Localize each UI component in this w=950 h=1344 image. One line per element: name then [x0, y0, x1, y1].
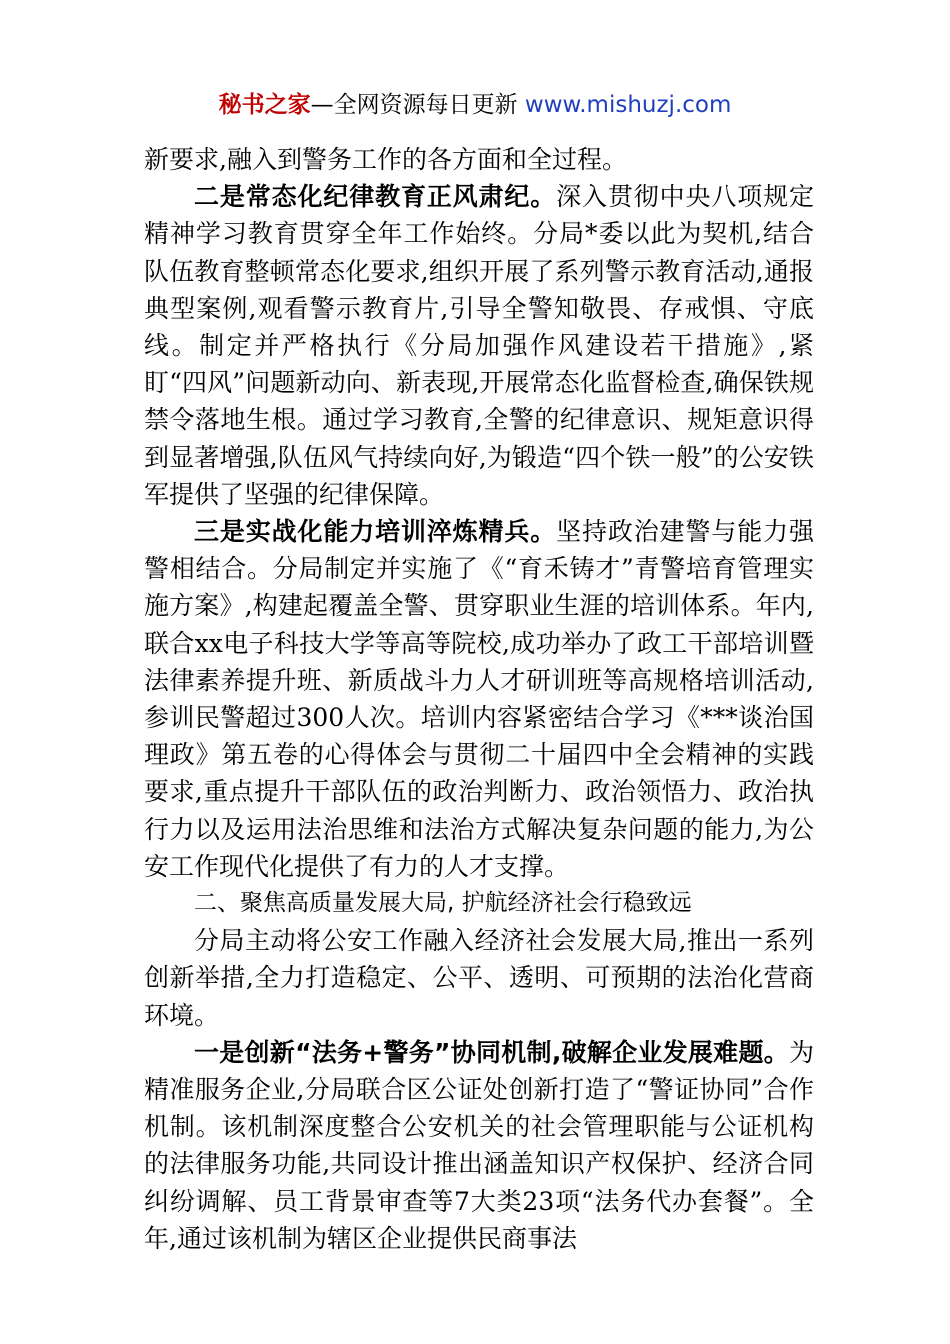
paragraph-lead: 一是创新“法务+警务”协同机制,破解企业发展难题。: [194, 1037, 789, 1067]
paragraph-text: 深入贯彻中央八项规定精神学习教育贯穿全年工作始终。分局*委以此为契机,结合队伍教育整顿常态化要求,组织开展了系列警示教育活动,通报典型案例,观看警示教育片,引导全警知敬畏、存戒惧、守底线。制定并严格执行《分局加强作风建设若干措施》,紧盯“四风”问题新动向、新表现,开展常态化监督检查,确保铁规禁令落地生根。通过学习教育,全警的纪律意识、规矩意识得到显著增强,队伍风气持续向好,为锻造“四个铁一般”的公安铁军提供了坚强的纪律保障。: [144, 182, 814, 509]
brand-name: 秘书之家: [218, 92, 311, 118]
paragraph-text: 二、聚焦高质量发展大局, 护航经济社会行稳致远: [194, 890, 692, 917]
paragraph-text: 新要求,融入到警务工作的各方面和全过程。: [144, 145, 627, 174]
paragraph-lead: 三是实战化能力培训淬炼精兵。: [194, 517, 557, 547]
body-paragraph: [144, 141, 814, 178]
paragraph-text: 分局主动将公安工作融入经济社会发展大局,推出一系列创新举措,全力打造稳定、公平、透明、可预期的法治化营商环境。: [144, 926, 814, 1030]
paragraph-text: 为精准服务企业,分局联合区公证处创新打造了“警证协同”合作机制。该机制深度整合公安机关的社会管理职能与公证机构的法律服务功能,共同设计推出涵盖知识产权保护、经济合同纠纷调解、员工背景审查等7大类23项“法务代办套餐”。全年,通过该机制为辖区企业提供民商事法: [144, 1037, 814, 1253]
body-paragraph: [144, 1034, 814, 1257]
paragraph-text: 坚持政治建警与能力强警相结合。分局制定并实施了《“育禾铸才”青警培育管理实施方案》,构建起覆盖全警、贯穿职业生涯的培训体系。年内,联合xx电子科技大学等高等院校,成功举办了政工干部培训暨法律素养提升班、新质战斗力人才研训班等高规格培训活动,参训民警超过300人次。培训内容紧密结合学习《***谈治国理政》第五卷的心得体会与贯彻二十届四中全会精神的实践要求,重点提升干部队伍的政治判断力、政治领悟力、政治执行力以及运用法治思维和法治方式解决复杂问题的能力,为公安工作现代化提供了有力的人才支撑。: [144, 517, 814, 881]
paragraph-lead: 二是常态化纪律教育正风肃纪。: [194, 182, 557, 212]
body-paragraph: [144, 513, 814, 885]
body-paragraph: [144, 922, 814, 1034]
section-heading: [144, 885, 814, 922]
site-url: www.mishuzj.com: [524, 92, 732, 118]
body-paragraph: [144, 178, 814, 513]
document-body: [144, 141, 814, 1257]
site-header: [0, 88, 950, 122]
header-tagline: —全网资源每日更新: [310, 92, 525, 118]
